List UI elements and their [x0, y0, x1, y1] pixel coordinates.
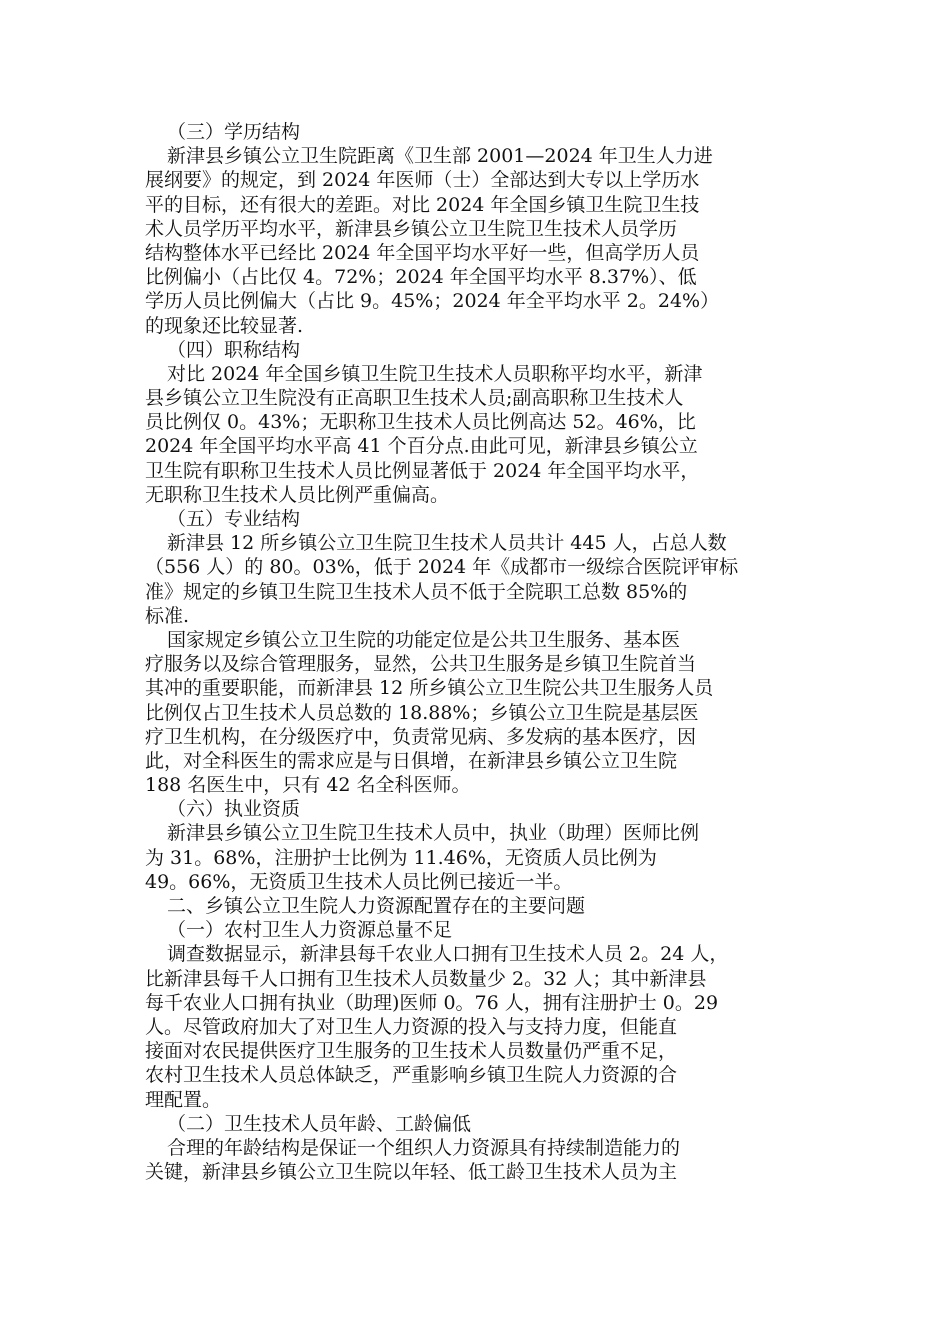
paragraph-first-line: 新津县 12 所乡镇公立卫生院卫生技术人员共计 445 人，占总人数: [167, 532, 727, 555]
paragraph-first-line: 新津县乡镇公立卫生院卫生技术人员中，执业（助理）医师比例: [167, 822, 700, 845]
text-line: 关键，新津县乡镇公立卫生院以年轻、低工龄卫生技术人员为主: [145, 1161, 678, 1184]
text-line: 农村卫生技术人员总体缺乏，严重影响乡镇卫生院人力资源的合: [145, 1064, 678, 1087]
paragraph-first-line: （五）专业结构: [167, 508, 301, 530]
text-line: 员比例仅 0。43%；无职称卫生技术人员比例高达 52。46%，比: [145, 411, 696, 434]
text-line: 卫生院有职称卫生技术人员比例显著低于 2024 年全国平均水平，: [145, 459, 700, 482]
paragraph-first-line: 合理的年龄结构是保证一个组织人力资源具有持续制造能力的: [167, 1136, 681, 1159]
text-line: 学历人员比例偏大（占比 9。45%；2024 年全平均水平 2。24%）: [145, 290, 720, 313]
text-line: 结构整体水平已经比 2024 年全国平均水平好一些，但高学历人员: [145, 241, 700, 264]
text-line: 县乡镇公立卫生院没有正高职卫生技术人员;副高职称卫生技术人: [145, 387, 684, 410]
paragraph-first-line: （四）职称结构: [167, 338, 301, 361]
text-line: 49。66%，无资质卫生技术人员比例已接近一半。: [145, 870, 573, 893]
text-line: 此，对全科医生的需求应是与日俱增，在新津县乡镇公立卫生院: [145, 749, 678, 772]
paragraph-first-line: 调查数据显示，新津县每千农业人口拥有卫生技术人员 2。24 人，: [167, 943, 729, 966]
paragraph-first-line: 新津县乡镇公立卫生院距离《卫生部 2001—2024 年卫生人力进: [167, 145, 713, 168]
text-line: 比例偏小（占比仅 4。72%；2024 年全国平均水平 8.37%）、低: [145, 266, 697, 289]
paragraph-first-line: （六）执业资质: [167, 798, 301, 821]
text-line: 为 31。68%，注册护士比例为 11.46%，无资质人员比例为: [145, 846, 657, 869]
document-body: [145, 120, 805, 1184]
paragraph-first-line: 二、乡镇公立卫生院人力资源配置存在的主要问题: [167, 895, 586, 917]
text-line: 其冲的重要职能，而新津县 12 所乡镇公立卫生院公共卫生服务人员: [145, 677, 714, 700]
text-line: 展纲要》的规定，到 2024 年医师（士）全部达到大专以上学历水: [145, 169, 700, 192]
text-line: 无职称卫生技术人员比例严重偏高。: [145, 483, 450, 506]
text-line: （556 人）的 80。03%，低于 2024 年《成都市一级综合医院评审标: [145, 556, 739, 579]
text-line: 平的目标，还有很大的差距。对比 2024 年全国乡镇卫生院卫生技: [145, 193, 700, 216]
text-line: 接面对农民提供医疗卫生服务的卫生技术人员数量仍严重不足，: [145, 1040, 678, 1063]
text-line: 人。尽管政府加大了对卫生人力资源的投入与支持力度，但能直: [145, 1015, 678, 1038]
paragraph-first-line: 对比 2024 年全国乡镇卫生院卫生技术人员职称平均水平，新津: [167, 362, 703, 385]
paragraph-first-line: （二）卫生技术人员年龄、工龄偏低: [167, 1112, 472, 1135]
text-line: 比新津县每千人口拥有卫生技术人员数量少 2。32 人；其中新津县: [145, 967, 707, 990]
paragraph-first-line: （一）农村卫生人力资源总量不足: [167, 919, 453, 942]
paragraph-first-line: 国家规定乡镇公立卫生院的功能定位是公共卫生服务、基本医: [167, 628, 681, 651]
text-line: 理配置。: [145, 1088, 222, 1111]
text-line: 准》规定的乡镇卫生院卫生技术人员不低于全院职工总数 85%的: [145, 580, 688, 603]
text-line: 比例仅占卫生技术人员总数的 18.88%；乡镇公立卫生院是基层医: [145, 701, 699, 724]
text-line: 2024 年全国平均水平高 41 个百分点.由此可见，新津县乡镇公立: [145, 435, 698, 458]
text-line: 188 名医生中，只有 42 名全科医师。: [145, 774, 471, 797]
paragraph-first-line: （三）学历结构: [167, 121, 301, 143]
text-line: 的现象还比较显著.: [145, 314, 304, 337]
text-line: 每千农业人口拥有执业（助理)医师 0。76 人，拥有注册护士 0。29: [145, 991, 719, 1014]
text-line: 术人员学历平均水平，新津县乡镇公立卫生院卫生技术人员学历: [145, 217, 678, 240]
text-line: 疗卫生机构，在分级医疗中，负责常见病、多发病的基本医疗，因: [145, 725, 697, 748]
text-line: 疗服务以及综合管理服务，显然，公共卫生服务是乡镇卫生院首当: [145, 653, 697, 676]
text-line: 标准.: [145, 604, 190, 627]
